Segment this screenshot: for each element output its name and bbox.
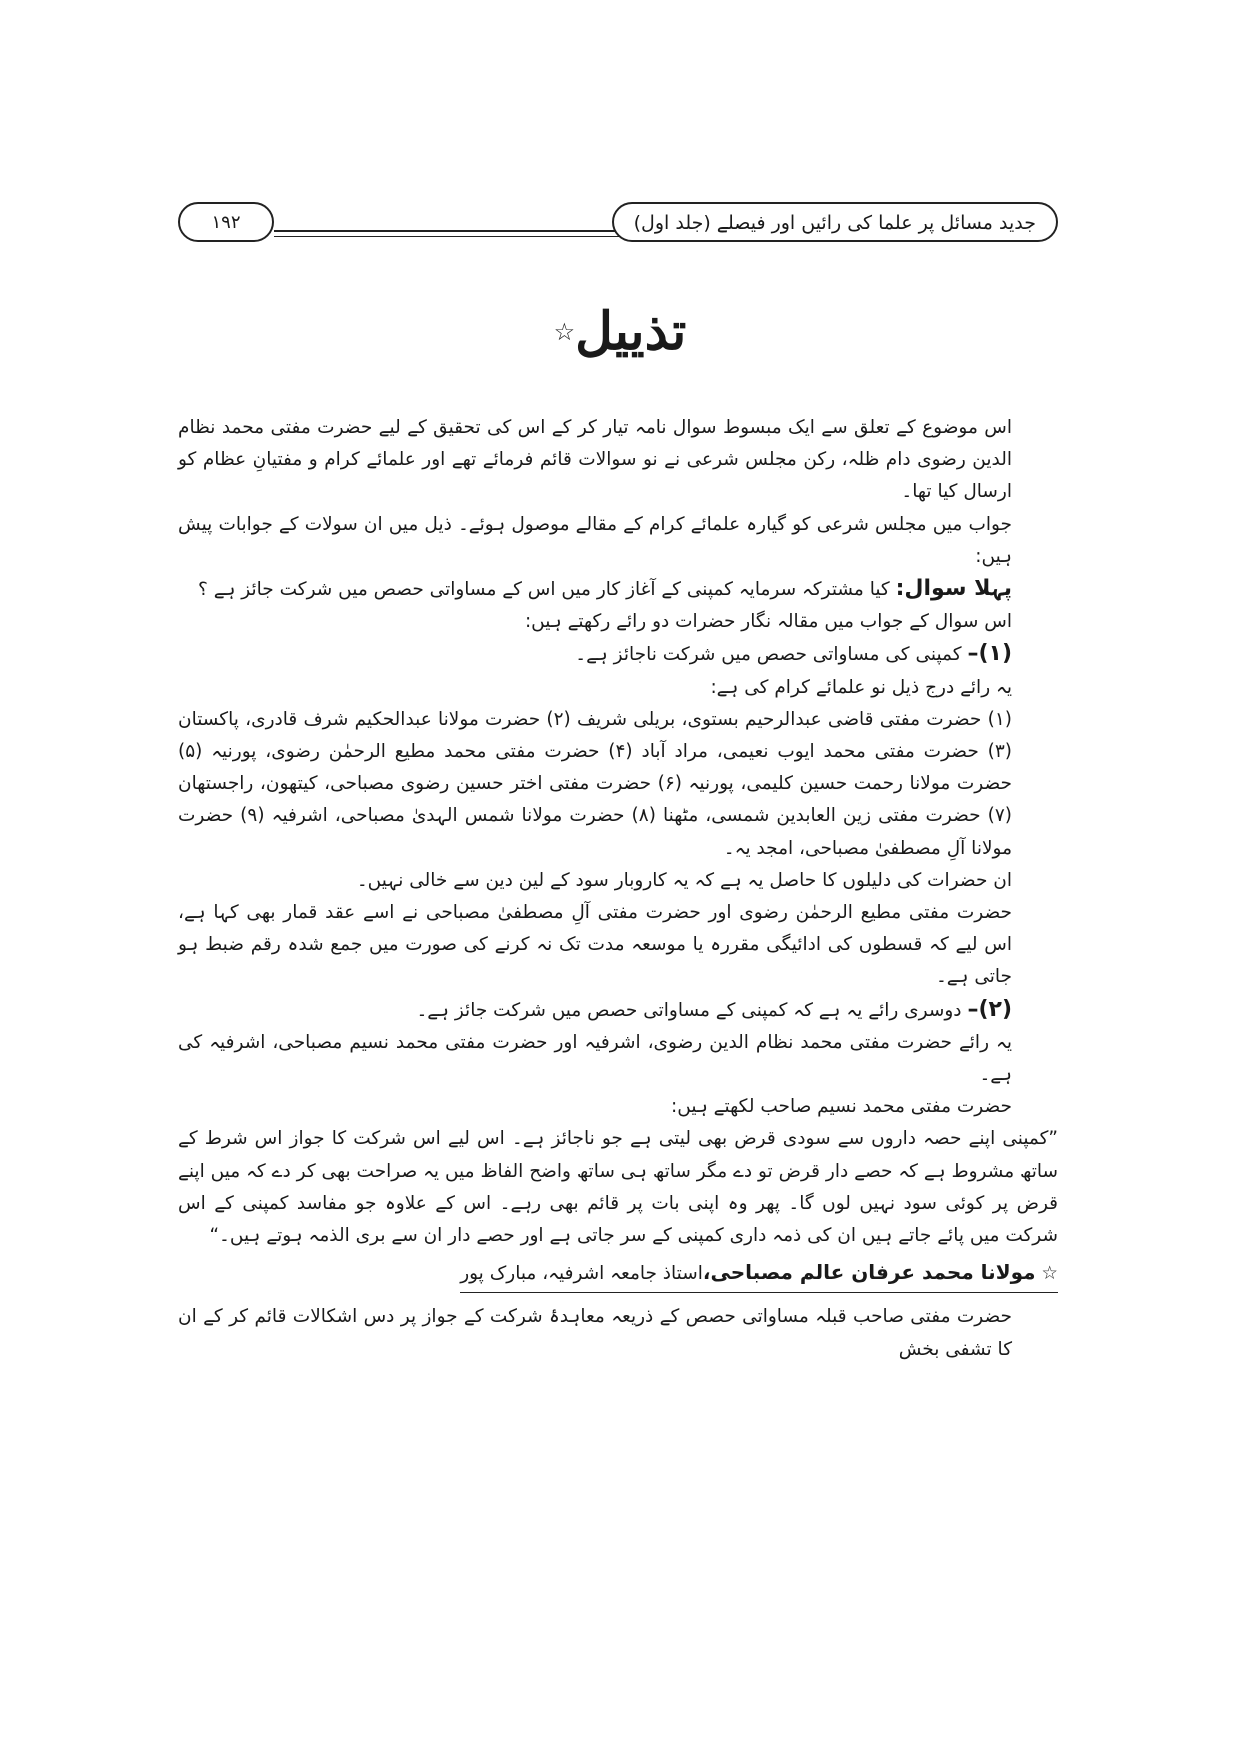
- signature-name: مولانا محمد عرفان عالم مصباحی،: [702, 1260, 1036, 1285]
- two-views-paragraph: اس سوال کے جواب میں مقالہ نگار حضرات دو رائے رکھتے ہیں:: [524, 611, 1012, 633]
- book-title: جدید مسائل پر علما کی رائیں اور فیصلے (جلد اول): [612, 202, 1058, 242]
- gist-paragraph: ان حضرات کی دلیلوں کا حاصل یہ ہے کہ یہ کاروبار سود کے لین دین سے خالی نہیں۔: [356, 869, 1012, 891]
- closing-paragraph: حضرت مفتی صاحب قبلہ مساواتی حصص کے ذریعہ معاہدۂ شرکت کے جواز پر دس اشکالات قائم کر کے ان کا تشفی بخش: [178, 1306, 1012, 1360]
- scholars-list: (۱) حضرت مفتی قاضی عبدالرحیم بستوی، بریلی شریف (۲) حضرت مولانا عبدالحکیم شرف قادری، پاکستان (۳) حضرت مفتی محمد ایوب نعیمی، مراد آباد (۴) حضرت مفتی محمد مطیع الرحمٰن رضوی، پورنیہ (۵) حضرت مولانا رحمت حسین کلیمی، پورنیہ (۶) حضرت مفتی اختر حسین رضوی مصباحی، کیتھون، راجستھان (۷) حضرت مفتی زین العابدین شمسی، مٹھنا (۸) حضرت مولانا شمس الہدیٰ مصباحی، اشرفیہ (۹) حضرت مولانا آلِ مصطفیٰ مصباحی، امجد یہ۔: [178, 708, 1013, 859]
- view-2-attribution: یہ رائے حضرت مفتی محمد نظام الدین رضوی، اشرفیہ اور حضرت مفتی محمد نسیم مصباحی، اشرفیہ کی ہے۔: [178, 1031, 1012, 1086]
- question-1-label: پہلا سوال:: [895, 576, 1012, 602]
- signature-affiliation: استاذ جامعہ اشرفیہ، مبارک پور: [460, 1263, 703, 1285]
- view-2: [178, 994, 1058, 1027]
- chapter-star-icon: ☆: [553, 318, 576, 346]
- question-1: [178, 573, 1058, 606]
- signature-line: [178, 1252, 1058, 1301]
- running-header: [178, 202, 1058, 246]
- chapter-title: تذییل: [575, 301, 687, 362]
- signature: [460, 1256, 1058, 1293]
- view-1-attribution: یہ رائے درج ذیل نو علمائے کرام کی ہے:: [710, 676, 1012, 698]
- body-text: [178, 412, 1058, 1366]
- quote-paragraph: ”کمپنی اپنے حصہ داروں سے سودی قرض بھی لیتی ہے جو ناجائز ہے۔ اس لیے اس شرکت کا جواز اس شرط کے ساتھ مشروط ہے کہ حصے دار قرض تو دے مگر ساتھ ہی ساتھ واضح الفاظ میں یہ صراحت بھی کر دے کہ میں اپنے قرض پر کوئی سود نہیں لوں گا۔ پھر وہ اپنی بات پر قائم بھی رہے۔ اس کے علاوہ جو مفاسد کمپنی کے اس شرکت میں پائے جاتے ہیں ان کی ذمہ داری کمپنی کے سر جاتی ہے اور حصے دار ان سے بری الذمہ ہوتے ہیں۔“: [178, 1128, 1058, 1247]
- view-1: [178, 638, 1058, 671]
- responses-paragraph: جواب میں مجلس شرعی کو گیارہ علمائے کرام کے مقالے موصول ہوئے۔ ذیل میں ان سولات کے جوابات پیش ہیں:: [178, 513, 1012, 567]
- page-number: ۱۹۲: [178, 202, 274, 242]
- naseem-intro: حضرت مفتی محمد نسیم صاحب لکھتے ہیں:: [671, 1096, 1012, 1118]
- signature-star-icon: ☆: [1041, 1263, 1058, 1285]
- question-1-text: کیا مشترکہ سرمایہ کمپنی کے آغاز کار میں اس کے مساواتی حصص میں شرکت جائز ہے ؟: [198, 579, 890, 601]
- gambling-paragraph: حضرت مفتی مطیع الرحمٰن رضوی اور حضرت مفتی آلِ مصطفیٰ مصباحی نے اسے عقد قمار بھی کہا ہے، اس لیے کہ قسطوں کی ادائیگی مقررہ یا موسعہ مدت تک نہ کرنے کی صورت میں جمع شدہ رقم ضبط ہو جاتی ہے۔: [178, 902, 1012, 988]
- chapter-heading: [0, 294, 1240, 370]
- view-1-number: (۱)–: [967, 641, 1012, 667]
- view-2-text: دوسری رائے یہ ہے کہ کمپنی کے مساواتی حصص میں شرکت جائز ہے۔: [416, 999, 962, 1021]
- view-1-text: کمپنی کی مساواتی حصص میں شرکت ناجائز ہے۔: [575, 644, 962, 666]
- view-2-number: (۲)–: [967, 996, 1012, 1022]
- intro-paragraph: اس موضوع کے تعلق سے ایک مبسوط سوال نامہ تیار کر کے اس کی تحقیق کے لیے حضرت مفتی محمد نظام الدین رضوی دام ظلہ، رکن مجلس شرعی نے نو سوالات قائم فرمائے تھے اور علمائے کرام و مفتیانِ عظام کو ارسال کیا تھا۔: [178, 417, 1012, 503]
